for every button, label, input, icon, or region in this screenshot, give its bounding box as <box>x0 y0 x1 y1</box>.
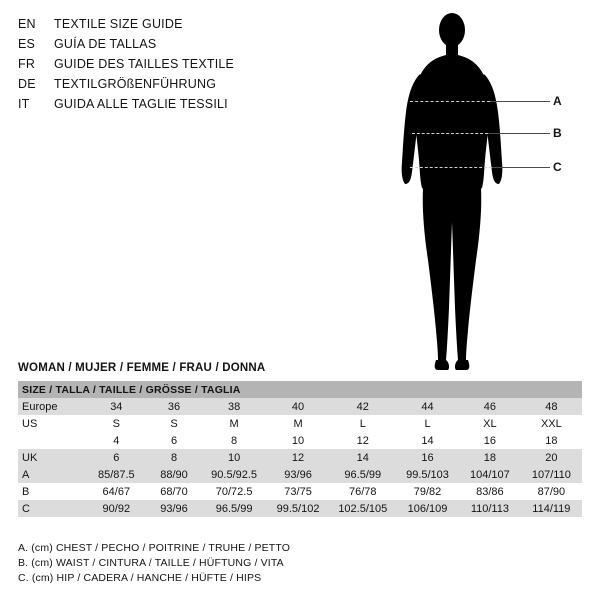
language-text: TEXTILE SIZE GUIDE <box>54 17 183 31</box>
row-value: 76/78 <box>330 483 396 500</box>
row-value: 18 <box>521 432 582 449</box>
language-text: GUIDE DES TAILLES TEXTILE <box>54 57 235 71</box>
table-row <box>18 415 582 432</box>
legend-line: C. (cm) HIP / CADERA / HANCHE / HÜFTE / HIPS <box>18 572 262 584</box>
chest-leader-line <box>490 101 550 102</box>
table-row <box>18 449 582 466</box>
table-row <box>18 466 582 483</box>
body-silhouette-icon <box>360 8 590 378</box>
table-header-label: SIZE / TALLA / TAILLE / GRÖSSE / TAGLIA <box>18 381 582 398</box>
row-value: 87/90 <box>521 483 582 500</box>
row-value: 106/109 <box>396 500 459 517</box>
language-row <box>18 74 338 94</box>
woman-section-title: WOMAN / MUJER / FEMME / FRAU / DONNA <box>18 362 266 374</box>
row-value: 93/96 <box>266 466 329 483</box>
row-value: 34 <box>86 398 146 415</box>
row-value: 99.5/102 <box>266 500 329 517</box>
language-text: GUIDA ALLE TAGLIE TESSILI <box>54 97 228 111</box>
row-value: 88/90 <box>146 466 201 483</box>
row-value: 93/96 <box>146 500 201 517</box>
row-value: 44 <box>396 398 459 415</box>
row-value: 64/67 <box>86 483 146 500</box>
row-value: S <box>86 415 146 432</box>
row-value: 10 <box>202 449 267 466</box>
row-value: 79/82 <box>396 483 459 500</box>
row-value: 6 <box>86 449 146 466</box>
row-value: 102.5/105 <box>330 500 396 517</box>
row-value: 18 <box>459 449 521 466</box>
row-value: 46 <box>459 398 521 415</box>
table-row <box>18 398 582 415</box>
row-label: UK <box>18 449 86 466</box>
row-value: 48 <box>521 398 582 415</box>
female-body-figure <box>360 8 590 378</box>
row-value: 38 <box>202 398 267 415</box>
row-value: 10 <box>266 432 329 449</box>
language-row <box>18 14 338 34</box>
hip-guide-line <box>410 167 492 168</box>
row-value: 90.5/92.5 <box>202 466 267 483</box>
row-value: L <box>330 415 396 432</box>
row-value: 8 <box>202 432 267 449</box>
legend-line: A. (cm) CHEST / PECHO / POITRINE / TRUHE / PETTO <box>18 542 291 554</box>
row-value: 20 <box>521 449 582 466</box>
legend-line: B. (cm) WAIST / CINTURA / TAILLE / HÜFTUNG / VITA <box>18 557 284 569</box>
row-label: A <box>18 466 86 483</box>
language-row <box>18 94 338 114</box>
row-value: 70/72.5 <box>202 483 267 500</box>
chest-marker-label: A <box>553 94 562 108</box>
row-value: 14 <box>396 432 459 449</box>
row-value: 99.5/103 <box>396 466 459 483</box>
row-value: 90/92 <box>86 500 146 517</box>
language-code: EN <box>18 17 36 31</box>
table-header-row <box>18 381 582 398</box>
row-value: 6 <box>146 432 201 449</box>
row-label: Europe <box>18 398 86 415</box>
waist-marker-label: B <box>553 126 562 140</box>
table-row <box>18 500 582 517</box>
row-value: 110/113 <box>459 500 521 517</box>
row-value: 36 <box>146 398 201 415</box>
row-value: 12 <box>330 432 396 449</box>
size-table <box>18 381 582 517</box>
row-value: 114/119 <box>521 500 582 517</box>
hip-marker-label: C <box>553 160 562 174</box>
row-value: S <box>146 415 201 432</box>
table-row <box>18 483 582 500</box>
row-value: 107/110 <box>521 466 582 483</box>
row-label: C <box>18 500 86 517</box>
row-value: 16 <box>396 449 459 466</box>
row-value: 42 <box>330 398 396 415</box>
row-value: 73/75 <box>266 483 329 500</box>
waist-leader-line <box>488 133 550 134</box>
row-label <box>18 432 86 449</box>
row-value: 96.5/99 <box>330 466 396 483</box>
language-code: IT <box>18 97 30 111</box>
row-value: L <box>396 415 459 432</box>
measurement-legend <box>18 541 578 586</box>
language-code: DE <box>18 77 36 91</box>
language-header-block <box>18 14 338 114</box>
table-row <box>18 432 582 449</box>
waist-guide-line <box>412 133 488 134</box>
row-value: 85/87.5 <box>86 466 146 483</box>
language-code: ES <box>18 37 36 51</box>
chest-guide-line <box>410 101 490 102</box>
language-text: TEXTILGRÖßENFÜHRUNG <box>54 77 217 91</box>
row-label: B <box>18 483 86 500</box>
language-code: FR <box>18 57 36 71</box>
row-value: 83/86 <box>459 483 521 500</box>
language-row <box>18 34 338 54</box>
row-value: 68/70 <box>146 483 201 500</box>
row-value: M <box>266 415 329 432</box>
row-value: XL <box>459 415 521 432</box>
row-value: 40 <box>266 398 329 415</box>
row-value: 14 <box>330 449 396 466</box>
row-value: 96.5/99 <box>202 500 267 517</box>
row-value: M <box>202 415 267 432</box>
row-label: US <box>18 415 86 432</box>
language-text: GUÍA DE TALLAS <box>54 37 157 51</box>
row-value: 104/107 <box>459 466 521 483</box>
row-value: 12 <box>266 449 329 466</box>
language-row <box>18 54 338 74</box>
row-value: 8 <box>146 449 201 466</box>
row-value: 16 <box>459 432 521 449</box>
row-value: 4 <box>86 432 146 449</box>
hip-leader-line <box>492 167 550 168</box>
row-value: XXL <box>521 415 582 432</box>
